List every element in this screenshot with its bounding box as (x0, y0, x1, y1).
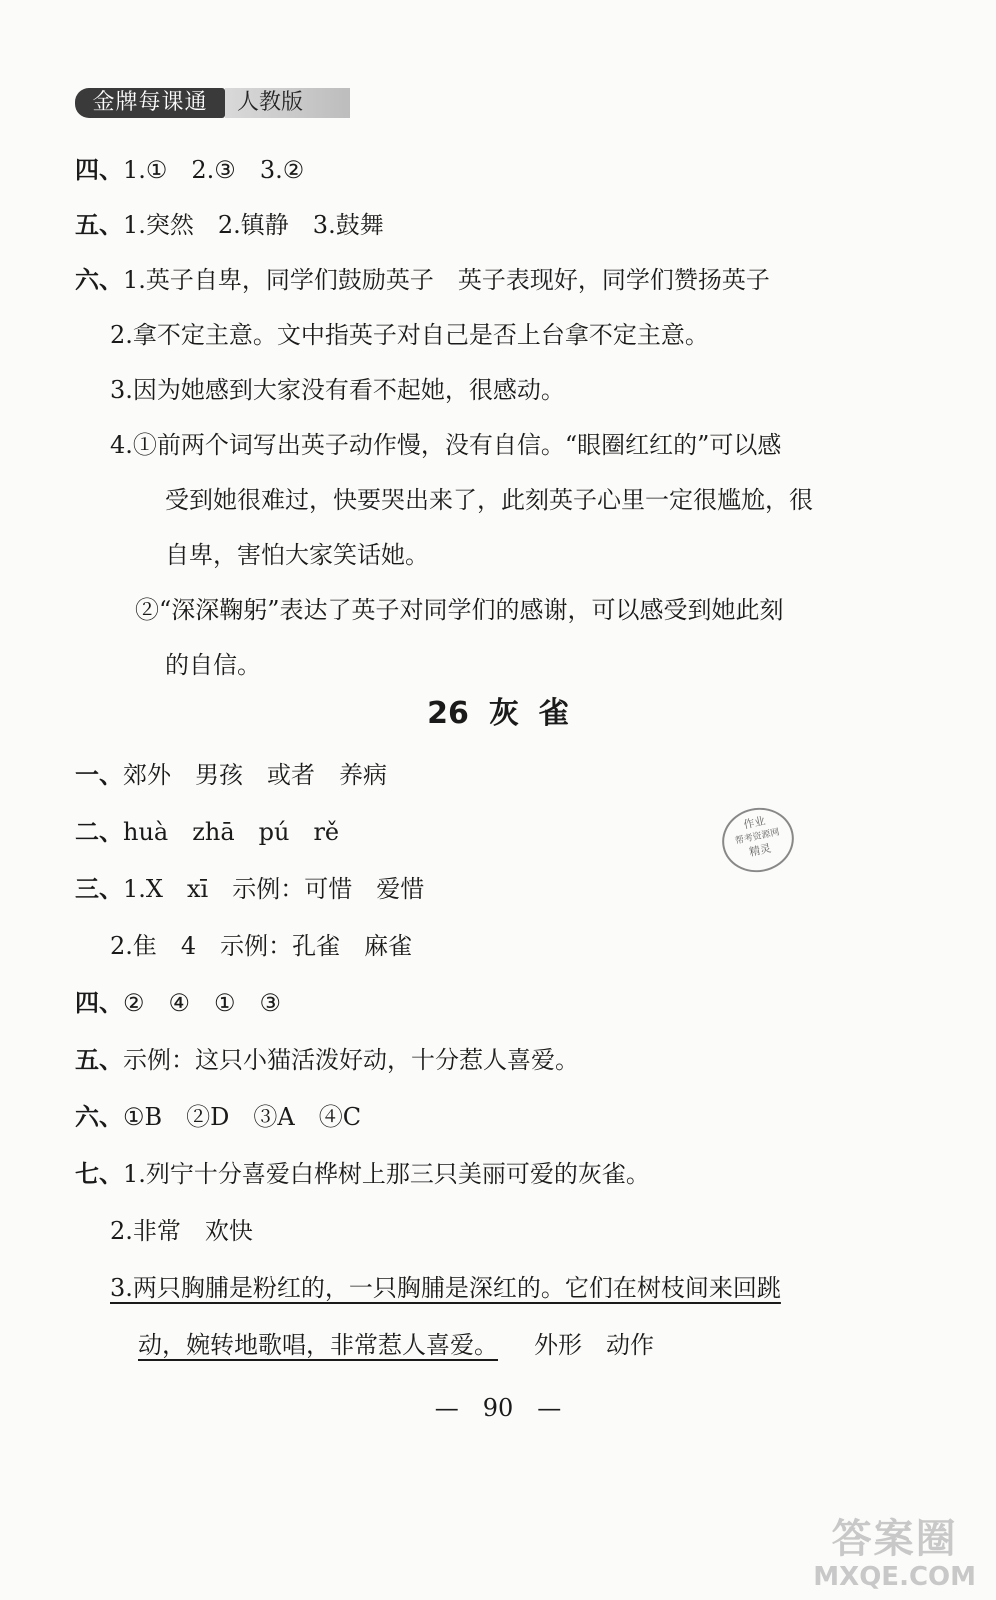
answer-line: 自卑，害怕大家笑话她。 (165, 541, 429, 569)
edition-label: 人教版 (225, 88, 350, 118)
answer-line: 4.①前两个词写出英子动作慢，没有自信。“眼圈红红的”可以感 (110, 431, 782, 459)
answer-line: 动，婉转地歌唱，非常惹人喜爱。 外形 动作 (138, 1331, 654, 1359)
answer-line: 3.两只胸脯是粉红的，一只胸脯是深红的。它们在树枝间来回跳 (110, 1274, 781, 1302)
answer-line: 二、huà zhā pú rě (75, 817, 340, 846)
answer-line: 的自信。 (165, 651, 261, 679)
answer-line: 四、② ④ ① ③ (75, 988, 282, 1017)
answer-line: 三、1.X xī 示例：可惜 爱惜 (75, 874, 425, 903)
answer-line: 2.非常 欢快 (110, 1217, 253, 1245)
lesson-title: 26 灰 雀 (427, 696, 569, 731)
answer-line: 四、1.① 2.③ 3.② (75, 155, 305, 184)
page-number: — 90 — (434, 1394, 562, 1422)
answer-line: 七、1.列宁十分喜爱白桦树上那三只美丽可爱的灰雀。 (75, 1159, 650, 1188)
answer-line: 六、①B ②D ③A ④C (75, 1102, 362, 1131)
answer-line: 六、1.英子自卑，同学们鼓励英子 英子表现好，同学们赞扬英子 (75, 265, 770, 294)
brand-badge: 金牌每课通 (75, 88, 225, 118)
answer-line: 3.因为她感到大家没有看不起她，很感动。 (110, 376, 565, 404)
answer-line: ②“深深鞠躬”表达了英子对同学们的感谢，可以感受到她此刻 (135, 596, 784, 624)
site-watermark: 答案圈 MXQE.COM (813, 1516, 976, 1592)
homework-stamp: 作业 帮考资源网 精灵 (716, 801, 800, 879)
answer-line: 2.隹 4 示例：孔雀 麻雀 (110, 932, 413, 960)
answer-line: 五、示例：这只小猫活泼好动，十分惹人喜爱。 (75, 1045, 579, 1074)
book-header (75, 86, 350, 122)
answer-line: 一、郊外 男孩 或者 养病 (75, 760, 387, 789)
answer-line: 受到她很难过，快要哭出来了，此刻英子心里一定很尴尬，很 (165, 486, 813, 514)
answer-line: 2.拿不定主意。文中指英子对自己是否上台拿不定主意。 (110, 321, 709, 349)
answer-line: 五、1.突然 2.镇静 3.鼓舞 (75, 210, 384, 239)
